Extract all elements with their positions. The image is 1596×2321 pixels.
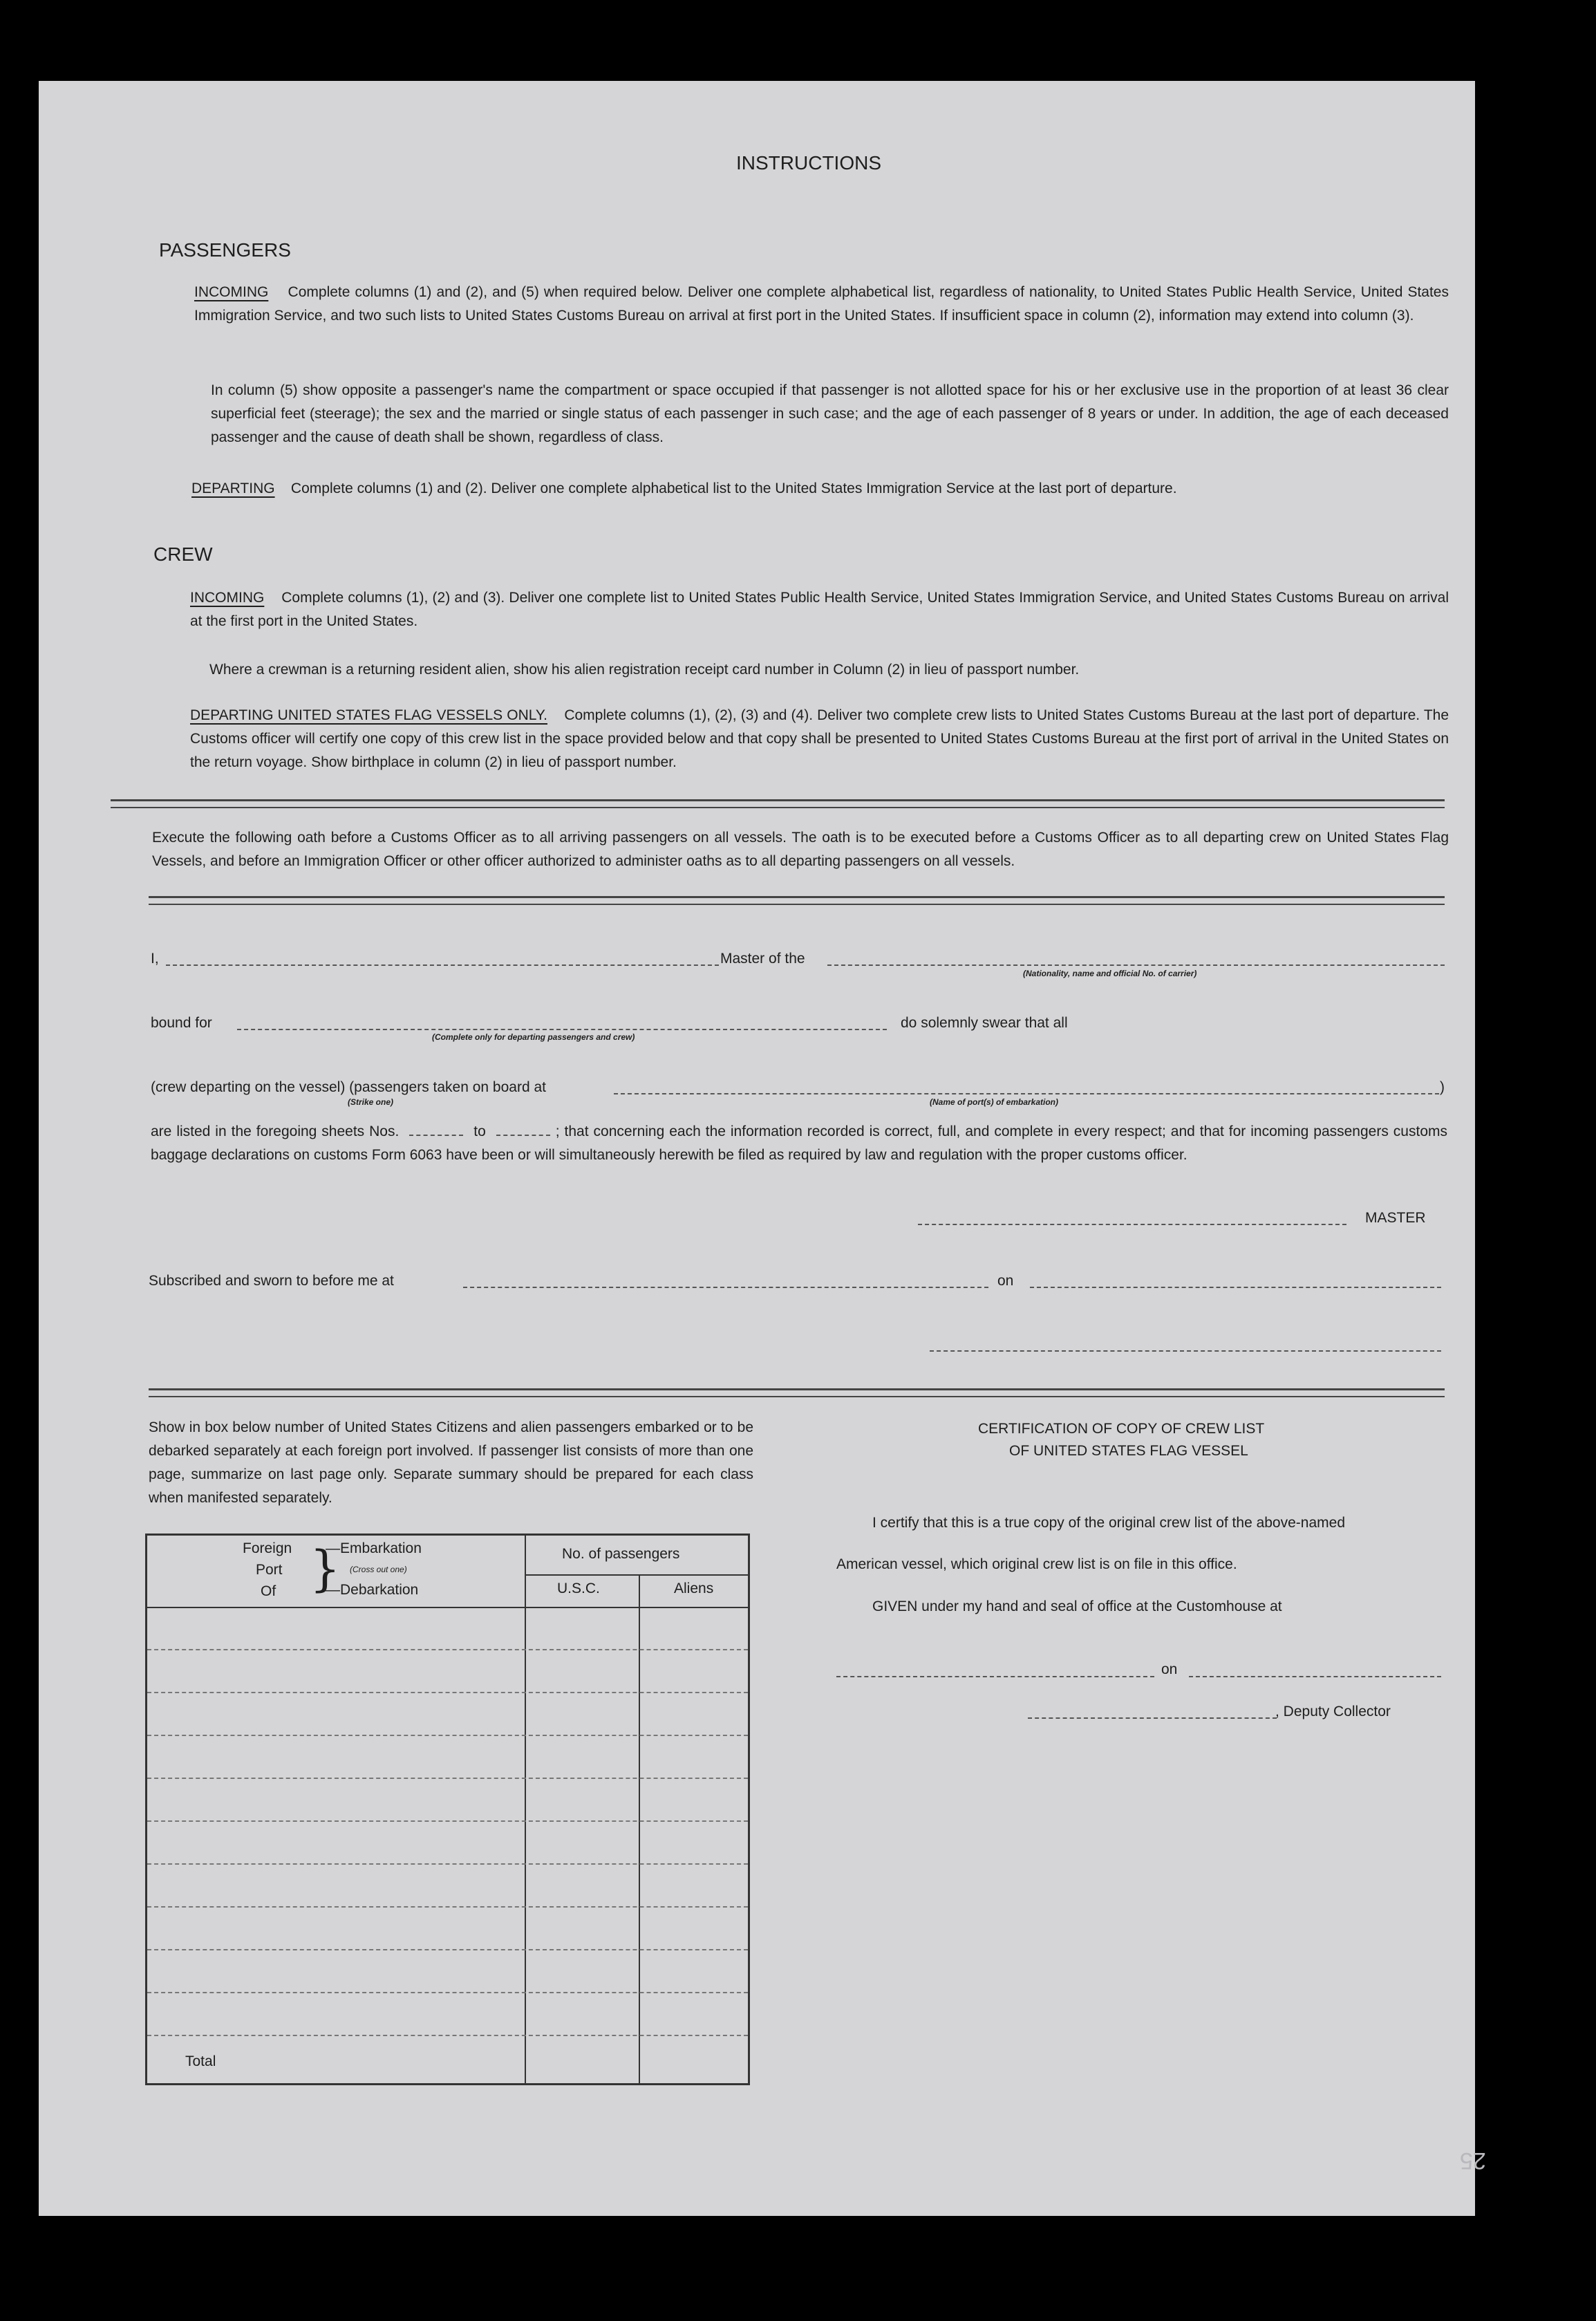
passengers-departing-label: DEPARTING — [191, 481, 275, 496]
strike-one-hint: (Strike one) — [348, 1097, 394, 1107]
crew-departing-label: (crew departing on the vessel) (passengers taken on board at — [151, 1079, 546, 1095]
total-label: Total — [185, 2053, 216, 2069]
table-row — [147, 1863, 748, 1865]
bound-for-label: bound for — [151, 1015, 212, 1031]
listed-text: are listed in the foregoing sheets Nos. — [151, 1124, 400, 1139]
passengers-column5-text: In column (5) show opposite a passenger's name the compartment or space occupied if that passenger is not allotted space for his or her exclusive use in the proportion of at least 36 clear superficial feet (steerage); the sex and the married or single status of each passenger in such case; and the age of each passenger of 8 years or under. In addition, the age of each deceased passenger and the cause of death shall be shown, regardless of class. — [211, 382, 1449, 445]
officer-signature-field[interactable] — [930, 1350, 1441, 1352]
ports-field[interactable] — [614, 1093, 1439, 1094]
passengers-incoming — [194, 281, 1449, 328]
table-row — [147, 1649, 748, 1650]
certify-line-2: American vessel, which original crew list is on file in this office. — [836, 1556, 1237, 1572]
listed-paragraph — [151, 1120, 1447, 1167]
table-row — [147, 2035, 748, 2036]
oath-intro: Execute the following oath before a Customs Officer as to all arriving passengers on all vessels. The oath is to be executed before a Customs Officer as to all departing crew on United States Flag Vessels, and before an Immigration Officer or other officer authorized to administer oaths as to all departing passengers on all vessels. — [152, 830, 1449, 869]
table-row — [147, 1692, 748, 1693]
passenger-summary-table — [145, 1534, 750, 2085]
no-of-passengers-header: No. of passengers — [562, 1546, 680, 1562]
crew-returning-text: Where a crewman is a returning resident alien, show his alien registration receipt card number in Column (2) in lieu of passport number. — [209, 662, 1080, 678]
summary-instructions: Show in box below number of United States Citizens and alien passengers embarked or to be debarked separately at each foreign port involved. If passenger list consists of more than one page, summarize on last page only. Separate summary should be prepared for each class when manifested separately. — [149, 1419, 753, 1506]
table-row — [147, 1735, 748, 1736]
passengers-departing — [191, 477, 1449, 501]
sheet-to-field[interactable] — [496, 1135, 550, 1136]
crew-heading: CREW — [153, 543, 213, 565]
page-title: INSTRUCTIONS — [736, 152, 881, 174]
passengers-incoming-label: INCOMING — [194, 284, 269, 300]
oath-i-label: I, — [151, 951, 159, 967]
passengers-departing-text: Complete columns (1) and (2). Deliver one complete alphabetical list to the United States Immigration Service at the last port of departure. — [290, 481, 1177, 496]
crew-incoming — [190, 586, 1449, 633]
certification-date-field[interactable] — [1189, 1676, 1441, 1677]
summary-header-line — [147, 1607, 748, 1608]
cross-out-hint: (Cross out one) — [350, 1565, 407, 1574]
usc-header: U.S.C. — [557, 1581, 600, 1596]
passengers-incoming-text: Complete columns (1) and (2), and (5) when required below. Deliver one complete alphabetical list, regardless of nationality, to United States Public Health Service, United States Immigration Service, and two such lists to United States Customs Bureau on arrival at first port in the United States. If insufficient space in column (2), information may extend into column (3). — [194, 284, 1449, 324]
certify-line-1: I certify that this is a true copy of the original crew list of the above-named — [872, 1515, 1345, 1531]
debarkation-label: —Debarkation — [326, 1582, 419, 1598]
subscribed-place-field[interactable] — [463, 1287, 988, 1288]
table-row — [147, 1820, 748, 1822]
page-number: 25 — [1460, 2147, 1486, 2174]
col-foreign: Foreign — [243, 1540, 292, 1556]
deputy-collector-label: , Deputy Collector — [1275, 1704, 1391, 1719]
nationality-hint: (Nationality, name and official No. of carrier) — [1023, 969, 1197, 978]
master-of-label: Master of the — [720, 951, 805, 967]
divider-2 — [149, 896, 1445, 905]
table-row — [147, 1949, 748, 1950]
col-of: Of — [261, 1583, 276, 1599]
summary-col-divider-2 — [639, 1574, 640, 2083]
embarkation-label: —Embarkation — [326, 1540, 422, 1556]
aliens-header: Aliens — [674, 1581, 714, 1596]
passengers-heading: PASSENGERS — [159, 239, 291, 261]
deputy-signature-field[interactable] — [1028, 1717, 1277, 1719]
brace-icon: } — [310, 1540, 341, 1597]
certification-on-label: on — [1161, 1661, 1178, 1677]
certification-title-2: OF UNITED STATES FLAG VESSEL — [1009, 1443, 1248, 1459]
customhouse-field[interactable] — [836, 1676, 1154, 1677]
to-label: to — [473, 1124, 486, 1139]
divider-3 — [149, 1388, 1445, 1397]
crew-incoming-text: Complete columns (1), (2) and (3). Deliver one complete list to United States Public Health Service, United States Immigration Service, and United States Customs Bureau on arrival at the first port in the United States. — [190, 590, 1449, 629]
col-port: Port — [256, 1562, 283, 1578]
crew-departing-label: DEPARTING UNITED STATES FLAG VESSELS ONLY. — [190, 707, 548, 723]
summary-col-divider-1 — [525, 1536, 526, 2083]
table-row — [147, 1992, 748, 1993]
ports-hint: (Name of port(s) of embarkation) — [930, 1097, 1059, 1107]
table-row — [147, 1778, 748, 1779]
bound-for-field[interactable] — [237, 1029, 887, 1030]
master-signature-field[interactable] — [918, 1224, 1346, 1225]
crew-incoming-label: INCOMING — [190, 590, 265, 606]
subscribed-label: Subscribed and sworn to before me at — [149, 1273, 394, 1289]
master-name-field[interactable] — [166, 964, 719, 966]
crew-departing — [190, 704, 1449, 774]
crew-departing-text: Complete columns (1), (2), (3) and (4). Deliver two complete crew lists to United States Customs Bureau at the last port of departure. The Customs officer will certify one copy of this crew list in the space provided below and that copy shall be presented to United States Customs Bureau at the first port of arrival in the United States on the return voyage. Show birthplace in column (2) in lieu of passport number. — [190, 707, 1449, 770]
certification-title-1: CERTIFICATION OF COPY OF CREW LIST — [978, 1421, 1265, 1437]
subscribed-on-label: on — [997, 1273, 1014, 1289]
swear-label: do solemnly swear that all — [901, 1015, 1068, 1031]
concerning-text: ; that concerning each the information recorded is correct, full, and complete in every respect; and that for incoming passengers customs baggage declarations on customs Form 6063 have been or will simultaneously herewith be filed as required by law and regulation with the proper customs officer. — [151, 1124, 1447, 1163]
divider-1 — [111, 799, 1445, 808]
carrier-field[interactable] — [827, 964, 1445, 966]
sheet-from-field[interactable] — [409, 1135, 463, 1136]
table-row — [147, 1906, 748, 1908]
given-text: GIVEN under my hand and seal of office at the Customhouse at — [872, 1598, 1282, 1614]
summary-subheader-line — [525, 1574, 748, 1576]
complete-only-hint: (Complete only for departing passengers and crew) — [432, 1032, 635, 1042]
subscribed-date-field[interactable] — [1030, 1287, 1441, 1288]
master-label: MASTER — [1365, 1210, 1426, 1226]
ports-close-paren: ) — [1440, 1079, 1445, 1095]
